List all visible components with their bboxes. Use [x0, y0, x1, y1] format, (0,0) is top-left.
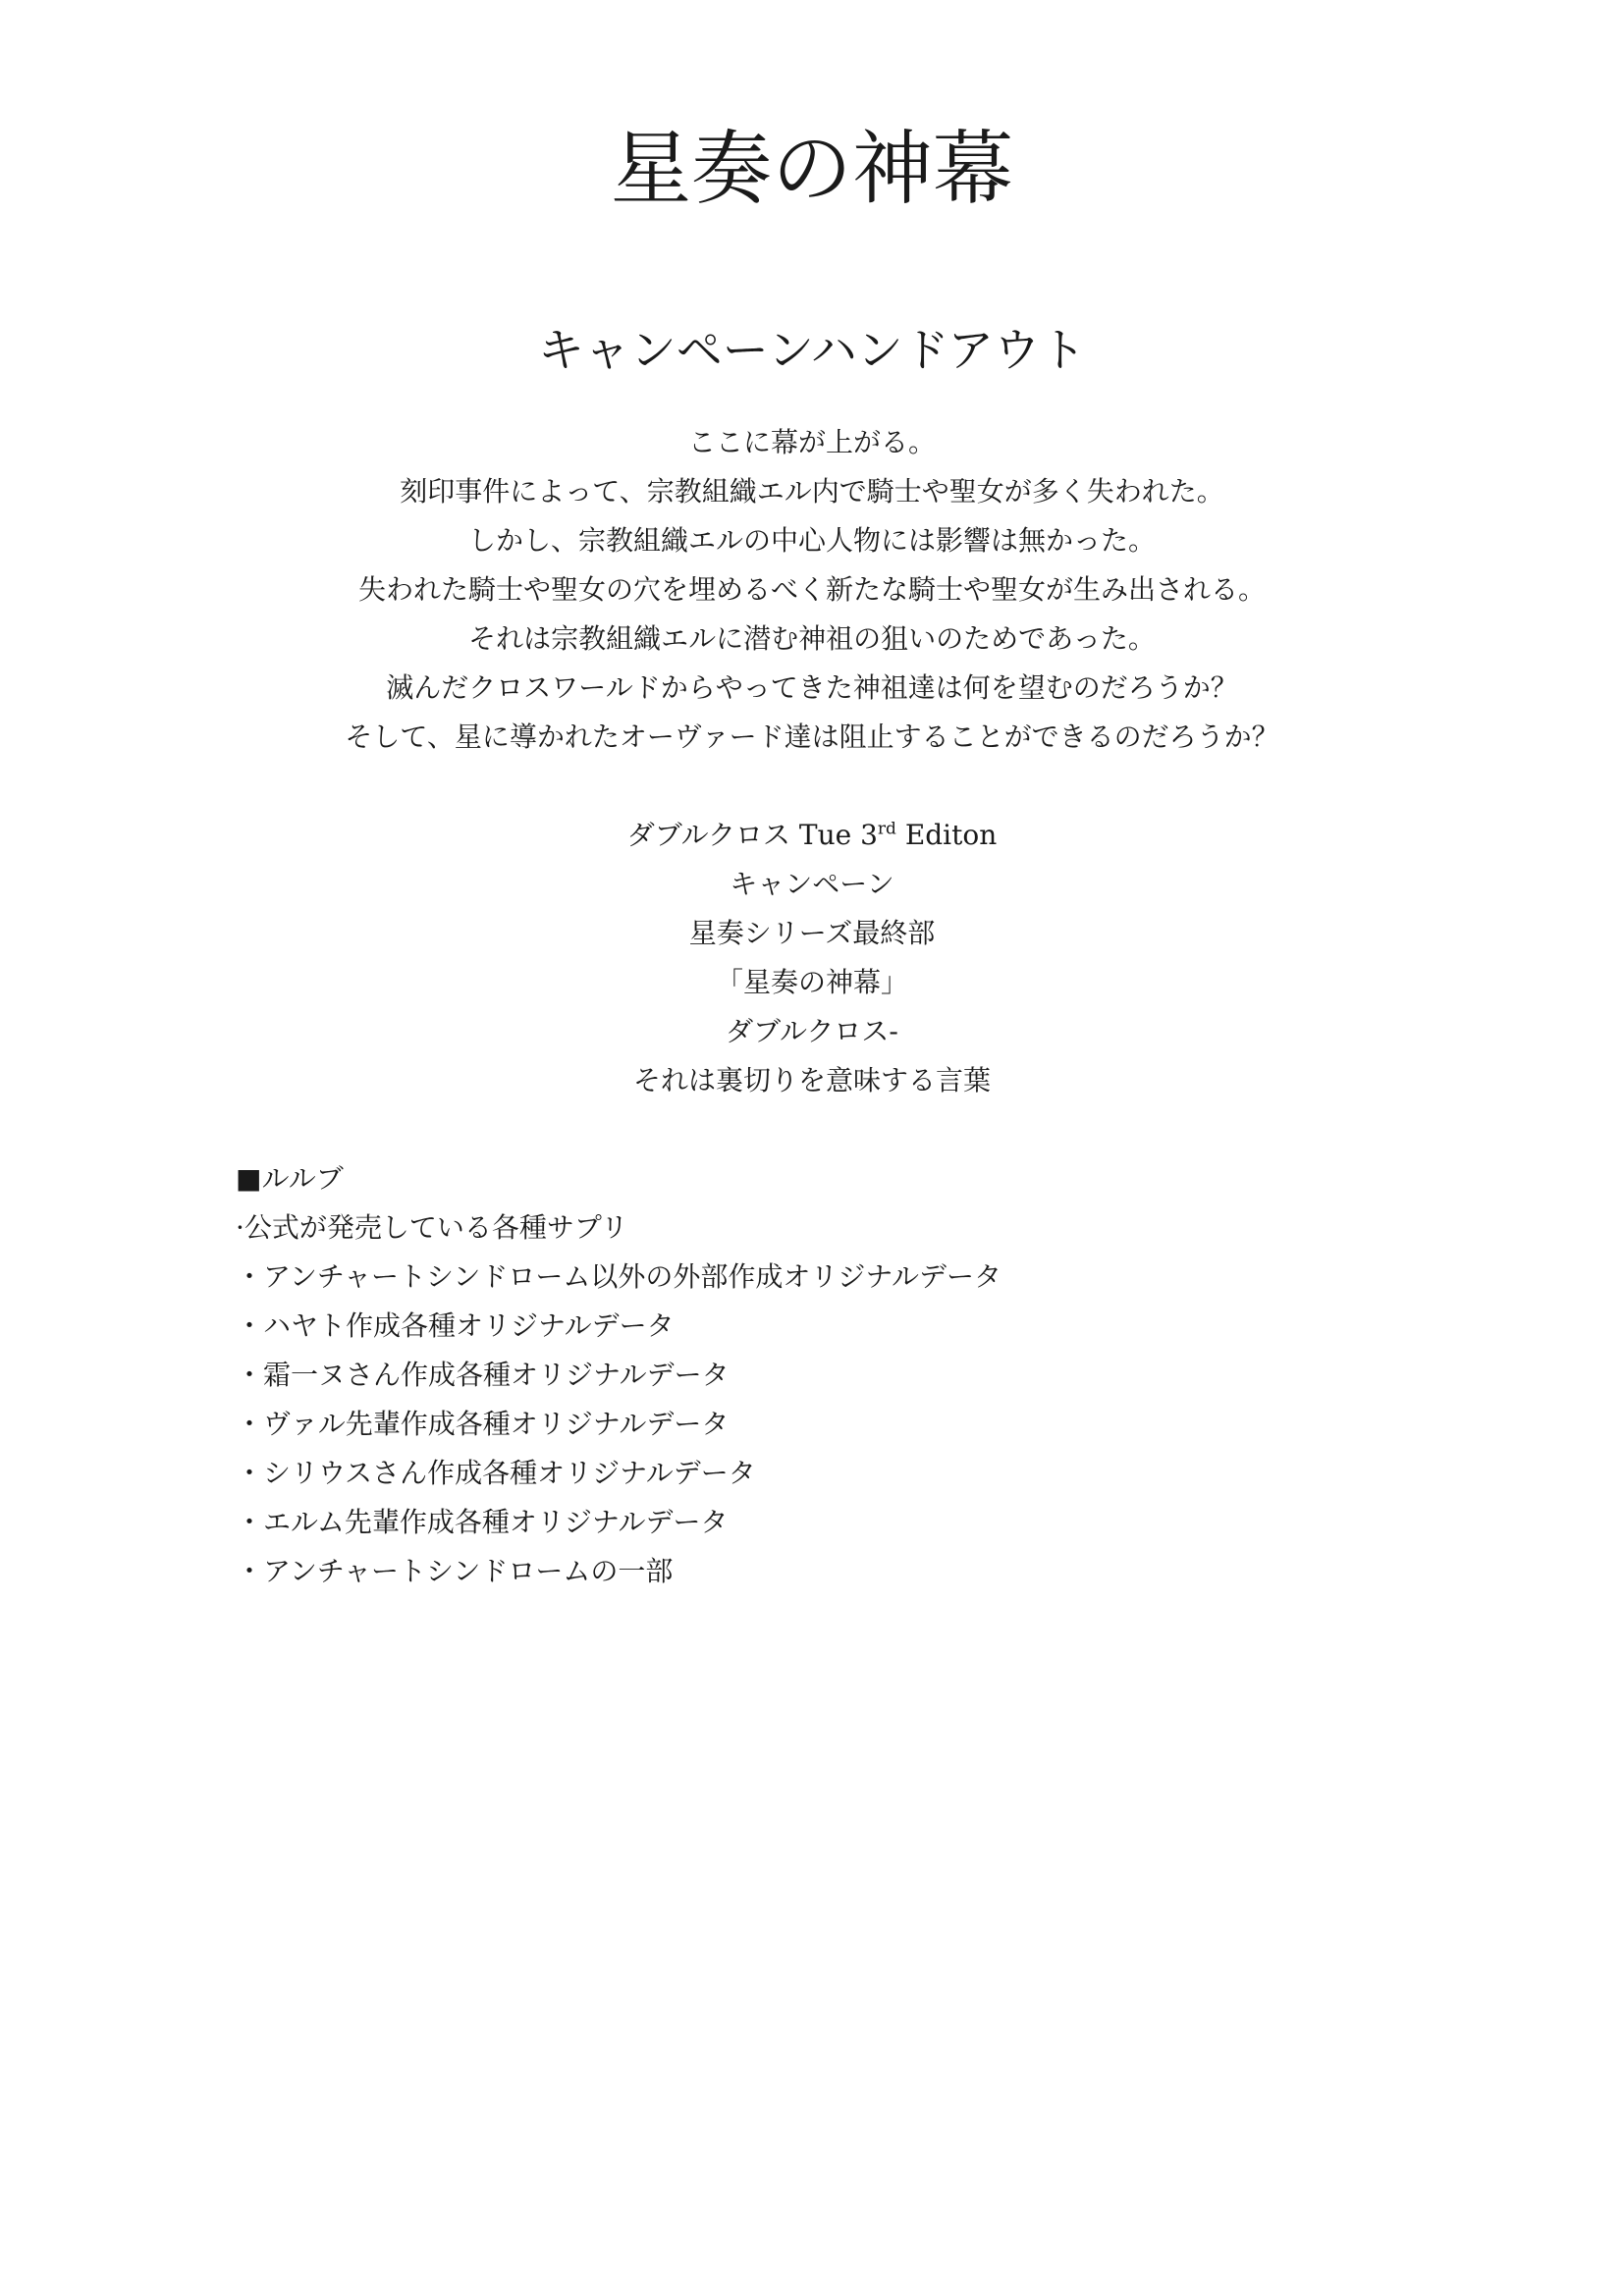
credit-line: キャンペーン: [730, 868, 894, 900]
system-name-superscript: rd: [877, 819, 896, 839]
rulebook-section: [236, 1154, 1414, 1596]
rulebook-item: ·公式が発売している各種サプリ: [236, 1211, 628, 1244]
rulebook-item: ・シリウスさん作成各種オリジナルデータ: [236, 1457, 756, 1489]
rulebook-item: ・ヴァル先輩作成各種オリジナルデータ: [236, 1408, 730, 1440]
intro-line: ここに幕が上がる。: [687, 426, 936, 458]
system-name-line: [0, 811, 1624, 860]
intro-line: 失われた騎士や聖女の穴を埋めるべく新たな騎士や聖女が生み出される。: [357, 573, 1266, 606]
intro-line: 刻印事件によって、宗教組織エル内で騎士や聖女が多く失われた。: [400, 475, 1224, 507]
intro-text: [0, 418, 1624, 762]
credit-line: 星奏シリーズ最終部: [688, 917, 936, 949]
rulebook-item: ・ハヤト作成各種オリジナルデータ: [236, 1309, 675, 1342]
system-name-suffix: Editon: [895, 819, 998, 851]
rulebook-item: ・霜一ヌさん作成各種オリジナルデータ: [236, 1359, 730, 1391]
credits-block: [0, 811, 1624, 1105]
rulebook-item: ・アンチャートシンドロームの一部: [236, 1555, 674, 1587]
rulebook-item: ・アンチャートシンドローム以外の外部作成オリジナルデータ: [236, 1260, 1001, 1293]
credit-line: ダブルクロス-: [726, 1015, 898, 1047]
rulebook-item: ・エルム先輩作成各種オリジナルデータ: [236, 1506, 729, 1538]
intro-line: そして、星に導かれたオーヴァード達は阻止することができるのだろうか？: [345, 721, 1279, 753]
document-title: 星奏の神幕: [610, 123, 1013, 216]
document-subtitle: キャンペーンハンドアウト: [537, 324, 1087, 378]
credit-line: 「星奏の神幕」: [715, 966, 908, 998]
credit-line: それは裏切りを意味する言葉: [632, 1064, 991, 1096]
rulebook-heading: ■ルルブ: [236, 1162, 344, 1195]
system-name-prefix: ダブルクロス Tue 3: [626, 819, 878, 851]
intro-line: それは宗教組織エルに潜む神祖の狙いのためであった。: [468, 622, 1156, 655]
intro-line: しかし、宗教組織エルの中心人物には影響は無かった。: [467, 524, 1156, 557]
intro-line: 滅んだクロスワールドからやってきた神祖達は何を望むのだろうか？: [386, 671, 1238, 704]
rulebook-list: [236, 1203, 1414, 1596]
